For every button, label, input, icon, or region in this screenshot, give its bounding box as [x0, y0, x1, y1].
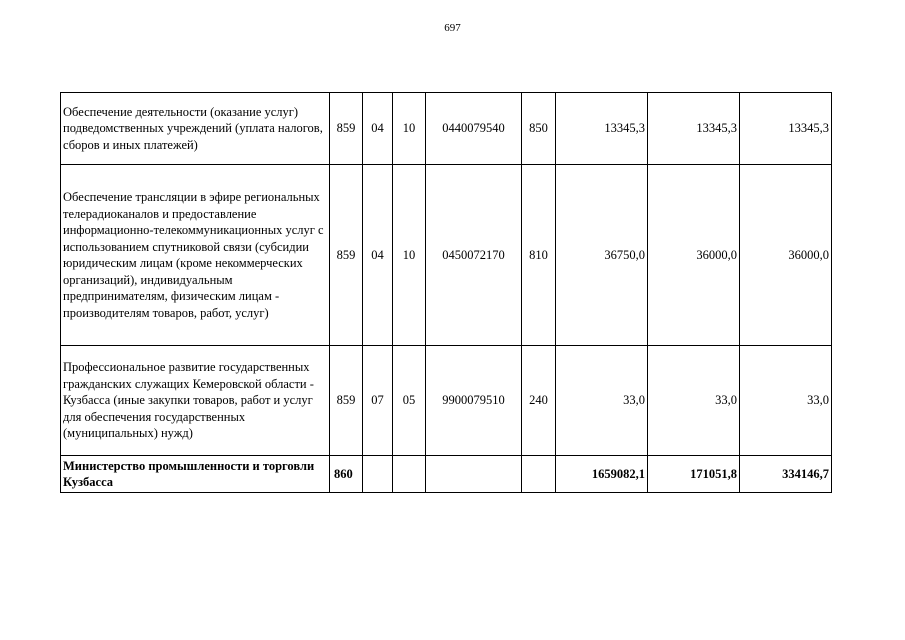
page-number: 697: [444, 22, 461, 34]
amount-year-1: 33,0: [556, 346, 648, 456]
table-row: [61, 165, 832, 346]
amount-year-3: 334146,7: [740, 456, 832, 493]
amount-year-2: 33,0: [648, 346, 740, 456]
ministry-code: 860: [330, 456, 363, 493]
table-row-ministry-total: [61, 456, 832, 493]
target-article: 0440079540: [426, 93, 522, 165]
section-code: [363, 456, 393, 493]
amount-year-3: 33,0: [740, 346, 832, 456]
amount-year-3: 13345,3: [740, 93, 832, 165]
amount-year-1: 13345,3: [556, 93, 648, 165]
expense-type: 240: [522, 346, 556, 456]
row-name: Министерство промышленности и торговли Кузбасса: [61, 456, 330, 493]
row-name: Профессиональное развитие государственных гражданских служащих Кемеровской области - Кузбасса (иные закупки товаров, работ и услуг для обеспечения государственных (муниципальных) нужд): [61, 346, 330, 456]
target-article: [426, 456, 522, 493]
amount-year-2: 13345,3: [648, 93, 740, 165]
expense-type: 850: [522, 93, 556, 165]
section-code: 07: [363, 346, 393, 456]
amount-year-3: 36000,0: [740, 165, 832, 346]
ministry-code: 859: [330, 346, 363, 456]
target-article: 0450072170: [426, 165, 522, 346]
amount-year-1: 36750,0: [556, 165, 648, 346]
target-article: 9900079510: [426, 346, 522, 456]
amount-year-1: 1659082,1: [556, 456, 648, 493]
amount-year-2: 171051,8: [648, 456, 740, 493]
subsection-code: [393, 456, 426, 493]
amount-year-2: 36000,0: [648, 165, 740, 346]
ministry-code: 859: [330, 93, 363, 165]
budget-table: [60, 92, 832, 493]
section-code: 04: [363, 165, 393, 346]
expense-type: [522, 456, 556, 493]
section-code: 04: [363, 93, 393, 165]
row-name: Обеспечение деятельности (оказание услуг) подведомственных учреждений (уплата налогов, сборов и иных платежей): [61, 93, 330, 165]
subsection-code: 10: [393, 165, 426, 346]
row-name: Обеспечение трансляции в эфире региональных телерадиоканалов и предоставление информационно-телекоммуникационных услуг с использованием спутниковой связи (субсидии юридическим лицам (кроме некоммерческих организаций), индивидуальным предпринимателям, физическим лицам - производителям товаров, работ, услуг): [61, 165, 330, 346]
expense-type: 810: [522, 165, 556, 346]
table-row: [61, 93, 832, 165]
subsection-code: 10: [393, 93, 426, 165]
ministry-code: 859: [330, 165, 363, 346]
table-row: [61, 346, 832, 456]
subsection-code: 05: [393, 346, 426, 456]
